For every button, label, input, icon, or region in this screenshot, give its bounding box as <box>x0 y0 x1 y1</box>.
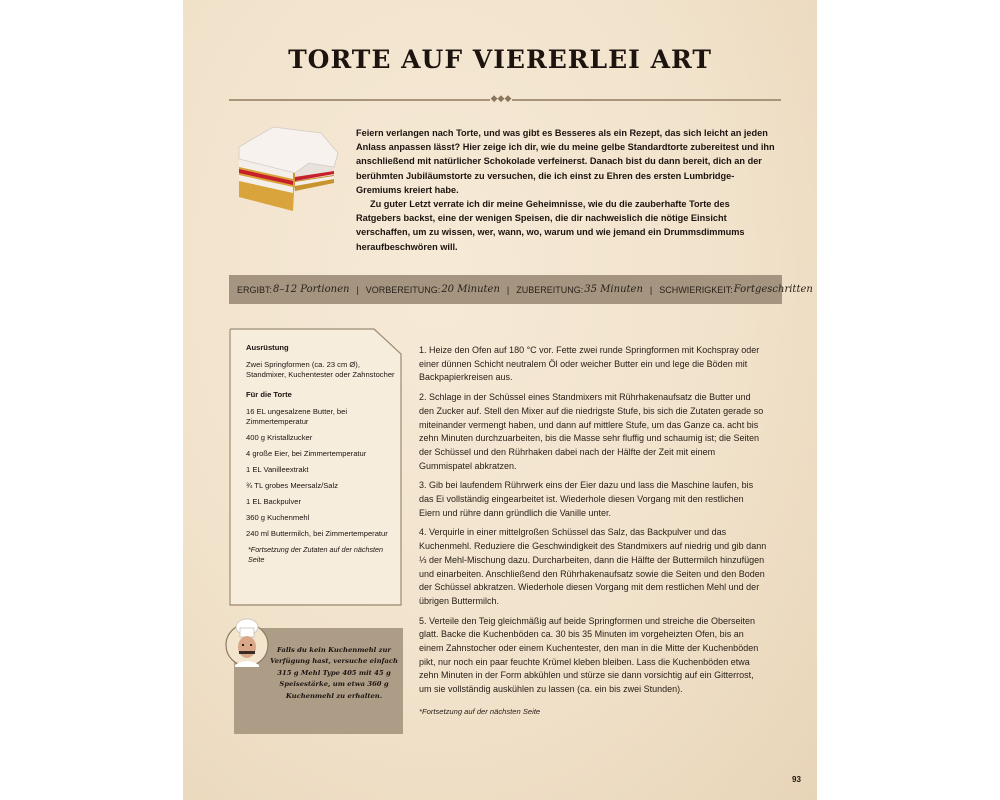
cook-value: 35 Minuten <box>584 284 643 295</box>
instructions <box>419 344 767 719</box>
chef-portrait-icon <box>225 615 269 673</box>
ingredient-item: 360 g Kuchenmehl <box>246 513 310 522</box>
difficulty-value: Fortgeschritten <box>733 284 813 295</box>
prep-value: 20 Minuten <box>441 284 500 295</box>
yield-value: 8–12 Portionen <box>273 284 350 295</box>
equipment-item: Zwei Springformen (ca. 23 cm Ø), Standmixer, Kuchentester oder Zahnstocher <box>246 360 395 379</box>
ingredient-item: 16 EL ungesalzene Butter, bei Zimmertemperatur <box>246 407 348 426</box>
ingredient-item: 240 ml Buttermilch, bei Zimmertemperatur <box>246 529 388 538</box>
page-title: TORTE AUF VIERERLEI ART <box>288 45 712 74</box>
ingredients-heading: Für die Torte <box>246 390 292 399</box>
instruction-step: 5. Verteile den Teig gleichmäßig auf beide Springformen und streiche die Oberseiten glatt. Backe die Kuchenböden ca. 30 bis 35 Minuten im vorgeheizten Ofen, bis an einem Zahnstocher oder einem Kuchentester, den man in die Mitte der Kuchenböden pikt, nur noch ein paar feuchte Krümel kleben bleiben. Lass die Kuchenböden etwa zehn Minuten in der Form abkühlen und stürze sie dann vorsichtig auf ein Gitterrost, um sie vollständig auskühlen zu lassen (ca. ein bis zwei Stunden). <box>419 615 759 695</box>
intro-paragraph-2: Zu guter Letzt verrate ich dir meine Geheimnisse, wie du die zauberhafte Torte des Ratgebers backst, eine der wenigen Speisen, die dir nachweislich die nötige Einsicht verschaffen, um zu wissen, wer, wann, wo, warum und wie jemand ein Drummsdimmums heraufbeschwören will. <box>356 199 745 252</box>
difficulty-label: SCHWIERIGKEIT: <box>659 284 733 295</box>
page-number: 93 <box>792 775 801 784</box>
ingredients-content <box>246 343 396 565</box>
intro-text <box>356 126 776 254</box>
prep-label: VORBEREITUNG: <box>365 284 441 295</box>
ingredient-item: 400 g Kristallzucker <box>246 433 313 442</box>
equipment-heading: Ausrüstung <box>246 343 289 352</box>
yield-label: ERGIBT: <box>237 284 273 295</box>
divider-ornament-icon: ◆◆◆ <box>490 94 512 104</box>
recipe-info-bar <box>229 275 813 304</box>
instruction-step: 1. Heize den Ofen auf 180 °C vor. Fette zwei runde Springformen mit Kochspray oder einer dünnen Schicht neutralem Öl oder weicher Butter ein und lege die Böden mit Backpapierkreisen aus. <box>419 345 760 383</box>
ingredient-item: 4 große Eier, bei Zimmertemperatur <box>246 449 367 458</box>
instruction-step: 3. Gib bei laufendem Rührwerk eins der Eier dazu und lass die Maschine laufen, bis das Ei vollständig eingearbeitet ist. Wiederhole diesen Vorgang mit den restlichen Eiern und rühre dann gründlich die Vanille unter. <box>419 480 754 518</box>
book-page <box>183 0 817 800</box>
info-separator: | <box>356 284 359 295</box>
info-separator: | <box>649 284 653 295</box>
cook-label: ZUBEREITUNG: <box>516 284 584 295</box>
instruction-step: 4. Verquirle in einer mittelgroßen Schüssel das Salz, das Backpulver und das Kuchenmehl. Reduziere die Geschwindigkeit des Standmixers auf niedrig und gib dann ⅓ der Mehl-Mischung dazu. Durcharbeiten, dann die Hälfte der Buttermilch hinzufügen und einarbeiten. Anschließend den Rührhakenaufsatz sowie die Seiten und den Boden der Schüssel abkratzen. Wiederhole diesen Vorgang mit dem restlichen Mehl und der übrigen Buttermilch. <box>419 527 767 606</box>
ingredient-item: ¾ TL grobes Meersalz/Salz <box>246 481 339 490</box>
cake-slice-illustration <box>237 125 342 220</box>
intro-paragraph-1: Feiern verlangen nach Torte, und was gibt es Besseres als ein Rezept, das sich leicht an jeden Anlass anpassen lässt? Hier zeige ich dir, wie du meine gelbe Standardtorte zubereitest und ihn anschließend mit natürlicher Schokolade verfeinerst. Danach bist du dann bereit, dich an der berühmten Jubiläumstorte zu versuchen, die ich einst zu Ehren des ersten Lumbridge-Gremiums kreiert habe. <box>356 128 775 195</box>
ingredient-item: 1 EL Backpulver <box>246 497 302 506</box>
ingredient-item: 1 EL Vanilleextrakt <box>246 465 309 474</box>
info-separator: | <box>506 284 510 295</box>
ingredients-continued-note: *Fortsetzung der Zutaten auf der nächsten Seite <box>248 545 384 564</box>
tip-text: Falls du kein Kuchenmehl zur Verfügung hast, versuche einfach 315 g Mehl Type 405 mit 45 g Speisestärke, um etwa 360 g Kuchenmehl zu erhalten. <box>270 646 398 700</box>
instruction-step: 2. Schlage in der Schüssel eines Standmixers mit Rührhakenaufsatz die Butter und den Zucker auf. Stell den Mixer auf die niedrigste Stufe, bis sich die Zutaten gerade so miteinander vermengt haben, und dann auf mittlere Stufe, um das Ganze ca. acht bis zehn Minuten durchzuarbeiten, bis die Masse sehr fluffig und schaumig ist; die Seiten der Schüssel und den Rührhaken dabei nach der Hälfte der Zeit mit einem Gummispatel abkratzen. <box>419 392 764 471</box>
steps-continued-note: *Fortsetzung auf der nächsten Seite <box>419 706 541 716</box>
